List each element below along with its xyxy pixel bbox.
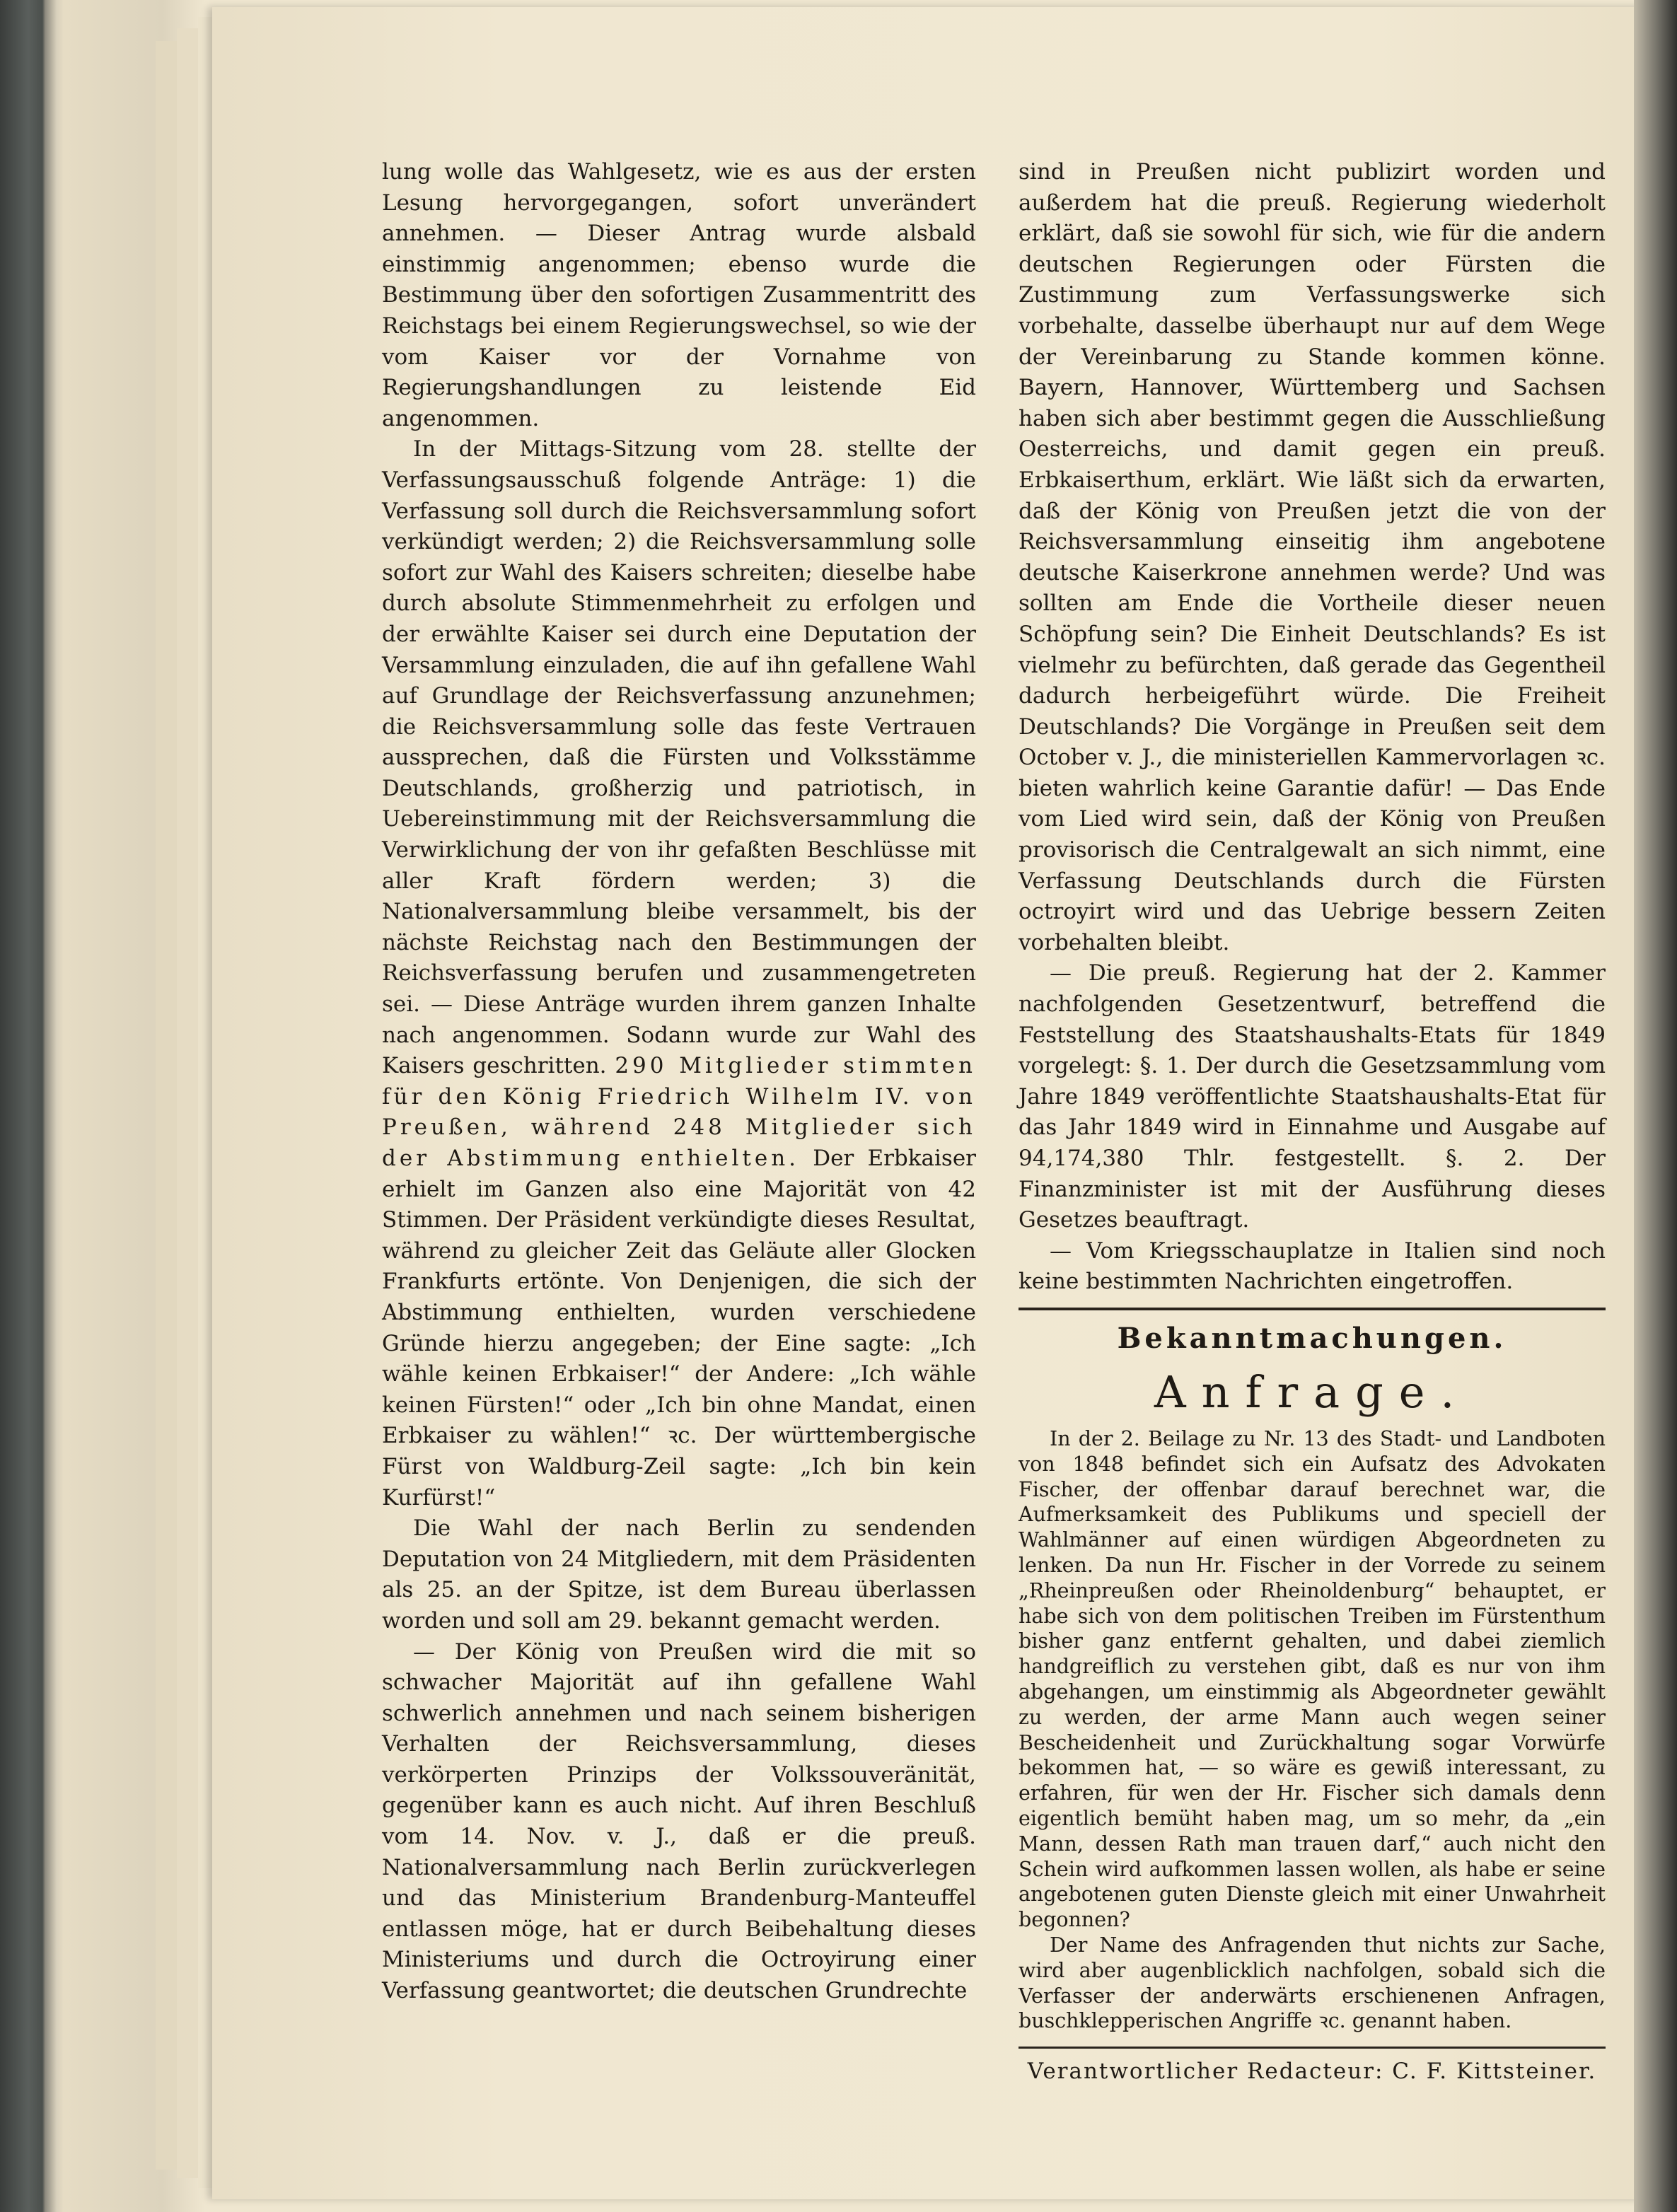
- left-paragraph-2-end: Der Erbkaiser erhielt im Ganzen also eine Majorität von 42 Stimmen. Der Präsident verkündigte dieses Resultat, während zu gleicher Zeit das Geläute aller Glocken Frankfurts ertönte. Von Denjenigen, die sich der Abstimmung enthielten, wurden verschiedene Gründe hierzu angegeben; der Eine sagte: „Ich wähle keinen Erbkaiser!“ der Andere: „Ich wähle keinen Fürsten!“ oder „Ich bin ohne Mandat, einen Erbkaiser zu wählen!“ ꝛc. Der württembergische Fürst von Waldburg-Zeil sagte: „Ich bin kein Kurfürst!“: [382, 1146, 977, 1510]
- right-paragraph-1: sind in Preußen nicht publizirt worden und außerdem hat die preuß. Regierung wiederholt erklärt, daß sie sowohl für sich, wie für die andern deutschen Regierungen oder Fürsten die Zustimmung zum Verfassungswerke sich vorbehalte, dasselbe überhaupt nur auf dem Wege der Vereinbarung zu Stande kommen könne. Bayern, Hannover, Württemberg und Sachsen haben sich aber bestimmt gegen die Ausschließung Oesterreichs, und damit gegen ein preuß. Erbkaiserthum, erklärt. Wie läßt sich da erwarten, daß der König von Preußen jetzt die von der Reichsversammlung einseitig ihm angebotene deutsche Kaiserkrone annehmen werde? Und was sollten am Ende die Vortheile dieser neuen Schöpfung sein? Die Einheit Deutschlands? Es ist vielmehr zu befürchten, daß gerade das Gegentheil dadurch herbeigeführt würde. Die Freiheit Deutschlands? Die Vorgänge in Preußen seit dem October v. J., die ministeriellen Kammervorlagen ꝛc. bieten wahrlich keine Garantie dafür! — Das Ende vom Lied wird sein, daß der König von Preußen provisorisch die Centralgewalt an sich nimmt, eine Verfassung Deutschlands durch die Fürsten octroyirt wird und das Uebrige bessern Zeiten vorbehalten bleibt.: [1019, 159, 1606, 955]
- right-paragraph-2: — Die preuß. Regierung hat der 2. Kammer nachfolgenden Gesetzentwurf, betreffend die Feststellung des Staatshaushalts-Etats für 1849 vorgelegt: §. 1. Der durch die Gesetzsammlung vom Jahre 1849 veröffentlichte Staatshaushalts-Etat für das Jahr 1849 wird in Einnahme und Ausgabe auf 94,174,380 Thlr. festgestellt. §. 2. Der Finanzminister ist mit der Ausführung dieses Gesetzes beauftragt.: [1019, 960, 1606, 1233]
- left-paragraph-2: [382, 434, 976, 1513]
- section-heading: Bekanntmachungen.: [1117, 1321, 1507, 1355]
- left-paragraph-1: lung wolle das Wahlgesetz, wie es aus der ersten Lesung hervorgegangen, sofort unverändert annehmen. — Dieser Antrag wurde alsbald einstimmig angenommen; ebenso wurde die Bestimmung über den sofortigen Zusammentritt des Reichstags bei einem Regierungswechsel, so wie der vom Kaiser vor der Vornahme von Regierungshandlungen zu leistende Eid angenommen.: [382, 159, 976, 431]
- right-paragraph-3: — Vom Kriegsschauplatze in Italien sind noch keine bestimmten Nachrichten eingetroffen.: [1019, 1238, 1606, 1295]
- signature-divider: [1019, 2047, 1606, 2049]
- page-edge-shadow: [1634, 0, 1677, 2212]
- left-paragraph-4: — Der König von Preußen wird die mit so schwacher Majorität auf ihn gefallene Wahl schwerlich annehmen und nach seinem bisherigen Verhalten der Reichsversammlung, dieses verkörperten Prinzips der Volkssouveränität, gegenüber kann es auch nicht. Auf ihren Beschluß vom 14. Nov. v. J., daß er die preuß. Nationalversammlung nach Berlin zurückverlegen und das Ministerium Brandenburg-Manteuffel entlassen möge, hat er durch Beibehaltung dieses Ministeriums und durch die Octroyirung einer Verfassung geantwortet; die deutschen Grundrechte: [382, 1638, 976, 2004]
- left-paragraph-2-text: In der Mittags-Sitzung vom 28. stellte der Verfassungsausschuß folgende Anträge: 1) die Verfassung soll durch die Reichsversammlung sofort verkündigt werden; 2) die Reichsversammlung solle sofort zur Wahl des Kaisers schreiten; dieselbe habe durch absolute Stimmenmehrheit zu erfolgen und der erwählte Kaiser sei durch eine Deputation der Versammlung einzuladen, die auf ihn gefallene Wahl auf Grundlage der Reichsverfassung anzunehmen; die Reichsversammlung solle das feste Vertrauen aussprechen, daß die Fürsten und Volksstämme Deutschlands, großherzig und patriotisch, in Uebereinstimmung mit der Reichsversammlung die Verwirklichung der von ihr gefaßten Beschlüsse mit aller Kraft fördern werden; 3) die Nationalversammlung bleibe versammelt, bis der nächste Reichstag nach den Bestimmungen der Reichsverfassung berufen und zusammengetreten sei. — Diese Anträge wurden ihrem ganzen Inhalte nach angenommen. Sodann wurde zur Wahl des Kaisers geschritten.: [382, 436, 976, 1079]
- notice-paragraph-1: In der 2. Beilage zu Nr. 13 des Stadt- und Landboten von 1848 befindet sich ein Aufsatz des Advokaten Fischer, der offenbar darauf berechnet war, die Aufmerksamkeit des Publikums und speciell der Wahlmänner auf einen würdigen Abgeordneten zu lenken. Da nun Hr. Fischer in der Vorrede zu seinem „Rheinpreußen oder Rheinoldenburg“ behauptet, er habe sich von dem politischen Treiben im Fürstenthum bisher ganz entfernt gehalten, und dabei ziemlich handgreiflich zu verstehen gibt, daß es nur von ihm abgehangen, um einstimmig als Abgeordneter gewählt zu werden, der arme Mann auch wegen seiner Bescheidenheit und Zurückhaltung sogar Vorwürfe bekommen hat, — so wäre es gewiß interessant, zu erfahren, für wen der Hr. Fischer sich damals denn eigentlich bemüht haben mag, um so mehr, da „ein Mann, dessen Rath man trauen darf,“ auch nicht den Schein wird aufkommen lassen wollen, als habe er seine angebotenen guten Dienste gleich mit einer Unwahrheit begonnen?: [1019, 1426, 1606, 1932]
- left-column: [382, 157, 976, 2007]
- notice-paragraph-2: Der Name des Anfragenden thut nichts zur Sache, wird aber augenblicklich nachfolgen, sobald sich die Verfasser der anderwärts erschienenen Anfragen, buschklepperischen Angriffe ꝛc. genannt haben.: [1019, 1933, 1606, 2033]
- notice-title: Anfrage.: [1154, 1366, 1470, 1418]
- section-divider: [1019, 1308, 1606, 1310]
- editor-signature: Verantwortlicher Redacteur: C. F. Kittsteiner.: [1027, 2059, 1597, 2085]
- left-paragraph-2-emphasis: 290 Mitglieder stimmten für den König Friedrich Wilhelm IV. von Preußen, während 248 Mitglieder sich der Abstimmung enthielten.: [382, 1053, 976, 1171]
- left-paragraph-3: Die Wahl der nach Berlin zu sendenden Deputation von 24 Mitgliedern, mit dem Präsidenten als 25. an der Spitze, ist dem Bureau überlassen worden und soll am 29. bekannt gemacht werden.: [382, 1515, 976, 1634]
- right-column: [1019, 157, 1606, 2087]
